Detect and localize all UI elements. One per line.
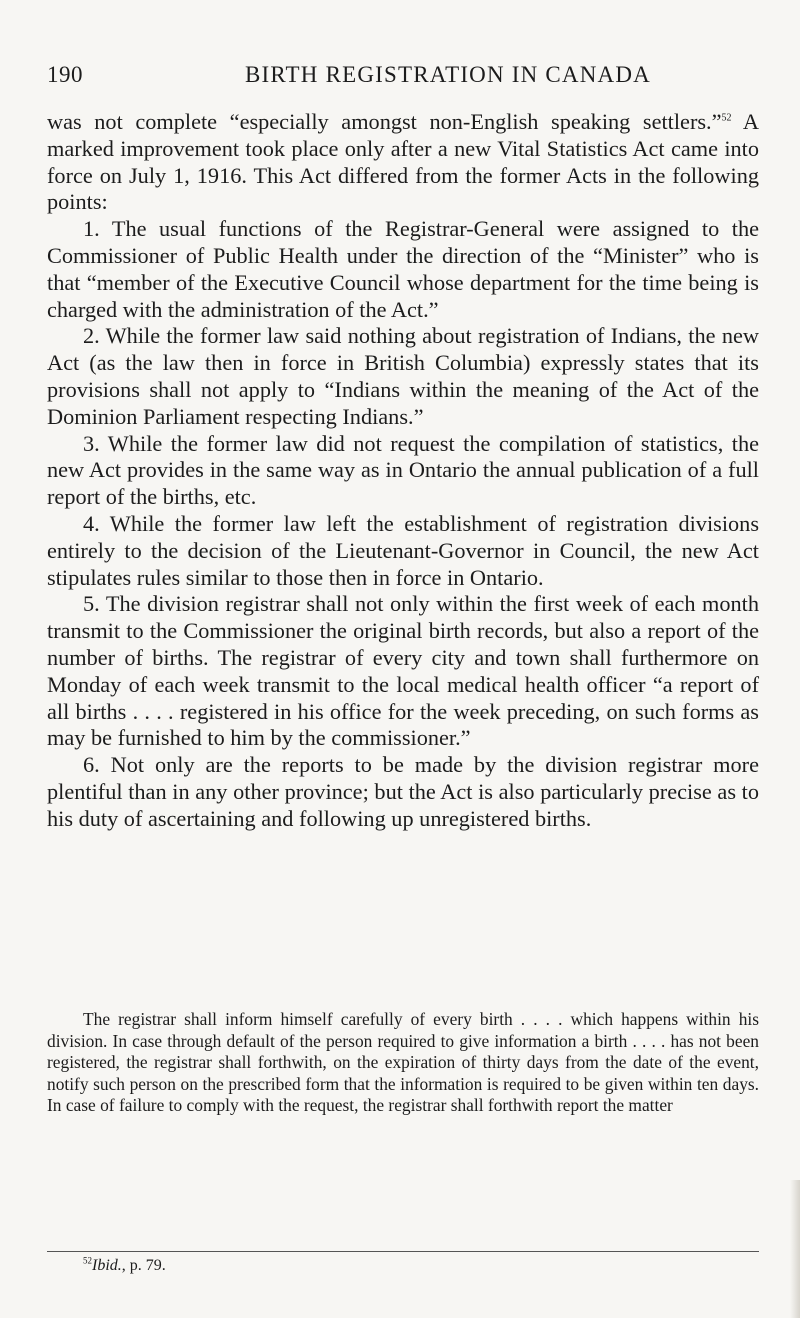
point-paragraph: 1. The usual functions of the Registrar-General were assigned to the Commissioner of Public Health under the direction of the “Minister” who is that “member of the Executive Council whose department for the time being is charged with the administration of the Act.” [47, 216, 759, 322]
page-header [47, 62, 759, 92]
footnote-number: 52 [83, 1255, 92, 1266]
block-quote [47, 1009, 759, 1117]
footnote-reference: 52 [721, 112, 732, 124]
page-number: 190 [47, 62, 83, 87]
quote-text: The registrar shall inform himself carefully of every birth . . . . which happens within his division. In case through default of the person required to give information a birth . . . . has not been registered, the registrar shall forthwith, on the expiration of thirty days from the date of the event, notify such person on the prescribed form that the information is required to be given within ten days. In case of failure to comply with the request, the registrar shall forthwith report the matter [47, 1009, 759, 1116]
intro-paragraph [47, 109, 759, 216]
running-head: BIRTH REGISTRATION IN CANADA [245, 62, 651, 87]
point-paragraph: 3. While the former law did not request the compilation of statistics, the new Act provides in the same way as in Ontario the annual publication of a full report of the births, etc. [47, 430, 759, 510]
point-paragraph: 6. Not only are the reports to be made by the division registrar more plentiful than in any other province; but the Act is also particularly precise as to his duty of ascertaining and following up unregistered births. [47, 752, 759, 831]
intro-text-continued: A marked improvement took place only after a new Vital Statistics Act came into force on July 1, 1916. This Act differed from the former Acts in the following points: [47, 109, 759, 215]
page-edge-shadow [790, 1180, 800, 1318]
footnote-divider [47, 1251, 759, 1252]
intro-text: was not complete “especially amongst non-English speaking settlers.” [47, 109, 722, 134]
point-paragraph: 2. While the former law said nothing about registration of Indians, the new Act (as the law then in force in British Columbia) expressly states that its provisions shall not apply to “Indians within the meaning of the Act of the Dominion Parliament respecting Indians.” [47, 323, 759, 429]
footnote-source: Ibid. [92, 1257, 122, 1274]
footnote-page: , p. 79. [121, 1257, 166, 1274]
body-text [47, 109, 759, 833]
point-paragraph: 5. The division registrar shall not only within the first week of each month transmit to the Commissioner the original birth records, but also a report of the number of births. The registrar of every city and town shall furthermore on Monday of each week transmit to the local medical health officer “a report of all births . . . . registered in his office for the week preceding, on such forms as may be furnished to him by the commissioner.” [47, 591, 759, 751]
point-paragraph: 4. While the former law left the establishment of registration divisions entirely to the decision of the Lieutenant-Governor in Council, the new Act stipulates rules similar to those then in force in Ontario. [47, 510, 759, 590]
footnote [83, 1256, 166, 1276]
